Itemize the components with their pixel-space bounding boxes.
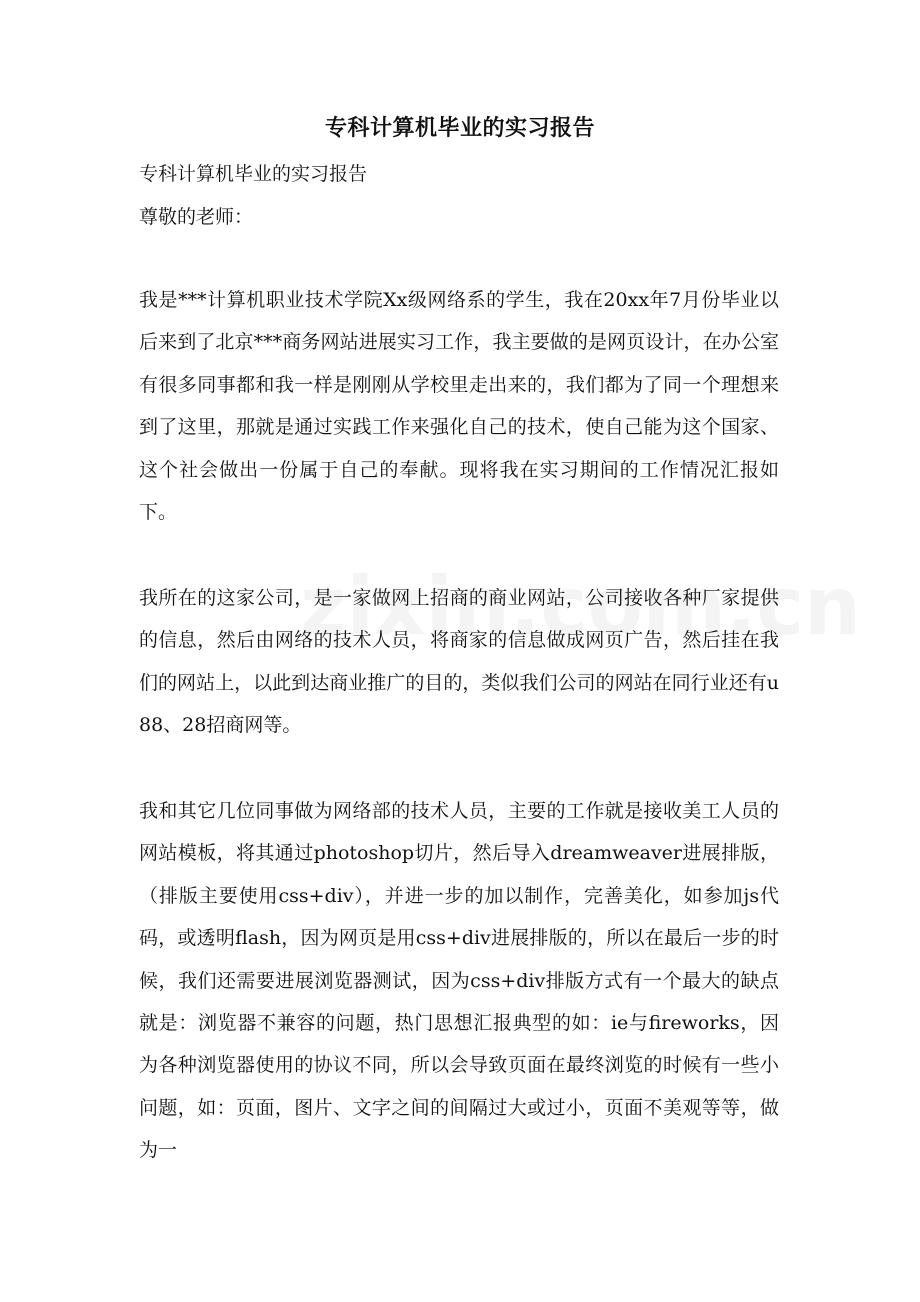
document-subtitle: 专科计算机毕业的实习报告 bbox=[139, 163, 368, 185]
document-title: 专科计算机毕业的实习报告 bbox=[324, 115, 595, 141]
paragraph-3: 我和其它几位同事做为网络部的技术人员，主要的工作就是接收美工人员的网站模板，将其通过photoshop切片，然后导入dreamweaver进展排版，（排版主要使用css+div），并进一步的加以制作，完善美化，如参加js代码，或透明flash，因为网页是用css+div进展排版的，所以在最后一步的时候，我们还需要进展浏览器测试，因为css+div排版方式有一个最大的缺点就是：浏览器不兼容的问题，热门思想汇报典型的如：ie与fireworks，因为各种浏览器使用的协议不同，所以会导致页面在最终浏览的时候有一些小问题，如：页面，图片、文字之间的间隔过大或过小，页面不美观等等，做为一 bbox=[139, 800, 779, 1162]
salutation: 尊敬的老师： bbox=[139, 206, 254, 228]
paragraph-2: 我所在的这家公司，是一家做网上招商的商业网站，公司接收各种厂家提供的信息，然后由网络的技术人员，将商家的信息做成网页广告，然后挂在我们的网站上，以此到达商业推广的目的，类似我们公司的网站在同行业还有u88、28招商网等。 bbox=[139, 587, 779, 737]
paragraph-1: 我是***计算机职业技术学院Xx级网络系的学生，我在20xx年7月份毕业以后来到了北京***商务网站进展实习工作，我主要做的是网页设计，在办公室有很多同事都和我一样是刚刚从学校里走出来的，我们都为了同一个理想来到了这里，那就是通过实践工作来强化自己的技术，使自己能为这个国家、这个社会做出一份属于自己的奉献。现将我在实习期间的工作情况汇报如下。 bbox=[139, 289, 779, 524]
